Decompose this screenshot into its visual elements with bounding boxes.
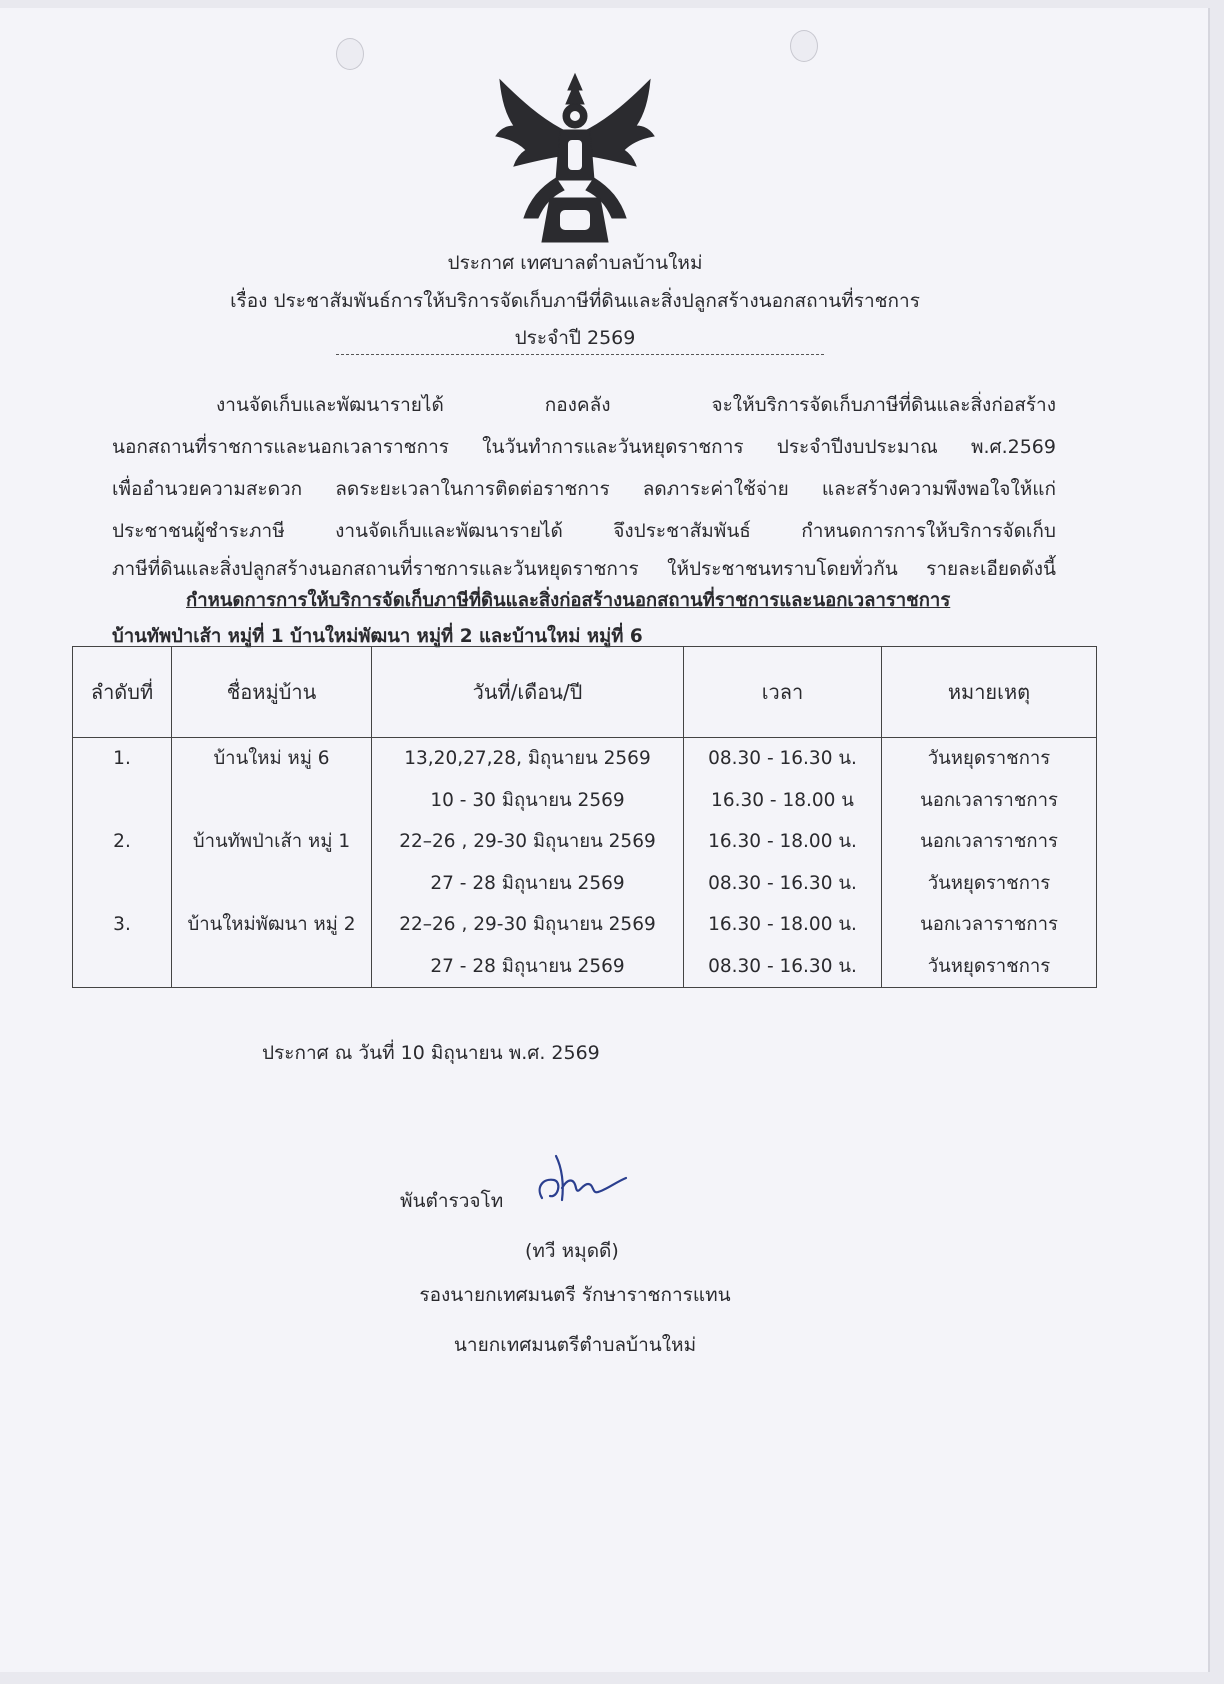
cell-note: วันหยุดราชการ bbox=[882, 738, 1097, 780]
signer-position: รองนายกเทศมนตรี รักษาราชการแทน bbox=[419, 1284, 731, 1306]
cell-village bbox=[172, 946, 372, 988]
column-header: ลำดับที่ bbox=[73, 647, 172, 738]
handwritten-signature bbox=[532, 1148, 632, 1218]
cell-note: นอกเวลาราชการ bbox=[882, 904, 1097, 946]
column-header: เวลา bbox=[684, 647, 882, 738]
cell-date: 27 - 28 มิถุนายน 2569 bbox=[372, 946, 684, 988]
signer-position: นายกเทศมนตรีตำบลบ้านใหม่ bbox=[453, 1334, 697, 1356]
announcement-year: ประจำปี 2569 bbox=[514, 327, 636, 349]
signer-rank: พันตำรวจโท bbox=[400, 1190, 504, 1212]
cell-village bbox=[172, 863, 372, 905]
punch-hole bbox=[336, 38, 364, 70]
body-line: งานจัดเก็บและพัฒนารายได้ กองคลัง จะให้บริการจัดเก็บภาษีที่ดินและสิ่งก่อสร้าง bbox=[216, 394, 1056, 416]
table-row bbox=[73, 904, 1097, 946]
cell-date: 13,20,27,28, มิถุนายน 2569 bbox=[372, 738, 684, 780]
body-line: ประชาชนผู้ชำระภาษี งานจัดเก็บและพัฒนารายได้ จึงประชาสัมพันธ์ กำหนดการการให้บริการจัดเก็บ bbox=[112, 520, 1056, 542]
cell-note: วันหยุดราชการ bbox=[882, 946, 1097, 988]
cell-note: วันหยุดราชการ bbox=[882, 863, 1097, 905]
cell-time: 16.30 - 18.00 น. bbox=[684, 821, 882, 863]
schedule-heading: กำหนดการการให้บริการจัดเก็บภาษีที่ดินและสิ่งก่อสร้างนอกสถานที่ราชการและนอกเวลาราชการ bbox=[186, 590, 951, 611]
cell-note: นอกเวลาราชการ bbox=[882, 780, 1097, 822]
table-row bbox=[73, 863, 1097, 905]
cell-time: 08.30 - 16.30 น. bbox=[684, 946, 882, 988]
cell-time: 16.30 - 18.00 น. bbox=[684, 904, 882, 946]
cell-note: นอกเวลาราชการ bbox=[882, 821, 1097, 863]
divider bbox=[336, 354, 824, 355]
column-header: วันที่/เดือน/ปี bbox=[372, 647, 684, 738]
announcement-subject: เรื่อง ประชาสัมพันธ์การให้บริการจัดเก็บภาษีที่ดินและสิ่งปลูกสร้างนอกสถานที่ราชการ bbox=[230, 290, 920, 312]
body-line: เพื่ออำนวยความสะดวก ลดระยะเวลาในการติดต่อราชการ ลดภาระค่าใช้จ่าย และสร้างความพึงพอใจให้แก่ bbox=[112, 478, 1056, 500]
table-row bbox=[73, 821, 1097, 863]
body-line: ภาษีที่ดินและสิ่งปลูกสร้างนอกสถานที่ราชการและวันหยุดราชการ ให้ประชาชนทราบโดยทั่วกัน รายละเอียดดังนี้ bbox=[112, 558, 1056, 580]
cell-village: บ้านทัพป่าเส้า หมู่ 1 bbox=[172, 821, 372, 863]
body-line: นอกสถานที่ราชการและนอกเวลาราชการ ในวันทำการและวันหยุดราชการ ประจำปีงบประมาณ พ.ศ.2569 bbox=[112, 436, 1056, 458]
cell-order: 3. bbox=[73, 904, 172, 946]
column-header: ชื่อหมู่บ้าน bbox=[172, 647, 372, 738]
cell-order bbox=[73, 946, 172, 988]
cell-village: บ้านใหม่พัฒนา หมู่ 2 bbox=[172, 904, 372, 946]
table-row bbox=[73, 780, 1097, 822]
garuda-emblem-icon bbox=[490, 70, 660, 248]
cell-date: 10 - 30 มิถุนายน 2569 bbox=[372, 780, 684, 822]
cell-village bbox=[172, 780, 372, 822]
cell-date: 27 - 28 มิถุนายน 2569 bbox=[372, 863, 684, 905]
punch-hole bbox=[790, 30, 818, 62]
cell-time: 08.30 - 16.30 น. bbox=[684, 863, 882, 905]
document-page bbox=[0, 8, 1208, 1672]
cell-time: 08.30 - 16.30 น. bbox=[684, 738, 882, 780]
signer-name: (ทวี หมุดดี) bbox=[525, 1240, 619, 1262]
announcement-date: ประกาศ ณ วันที่ 10 มิถุนายน พ.ศ. 2569 bbox=[262, 1042, 600, 1064]
cell-order bbox=[73, 780, 172, 822]
cell-order: 2. bbox=[73, 821, 172, 863]
table-header-row bbox=[73, 647, 1097, 738]
cell-time: 16.30 - 18.00 น bbox=[684, 780, 882, 822]
announcement-title: ประกาศ เทศบาลตำบลบ้านใหม่ bbox=[447, 252, 703, 274]
cell-date: 22–26 , 29-30 มิถุนายน 2569 bbox=[372, 821, 684, 863]
table-row bbox=[73, 738, 1097, 780]
cell-order: 1. bbox=[73, 738, 172, 780]
cell-village: บ้านใหม่ หมู่ 6 bbox=[172, 738, 372, 780]
column-header: หมายเหตุ bbox=[882, 647, 1097, 738]
cell-date: 22–26 , 29-30 มิถุนายน 2569 bbox=[372, 904, 684, 946]
schedule-table bbox=[72, 646, 1097, 988]
schedule-villages: บ้านทัพป่าเส้า หมู่ที่ 1 บ้านใหม่พัฒนา หมู่ที่ 2 และบ้านใหม่ หมู่ที่ 6 bbox=[112, 626, 643, 647]
cell-order bbox=[73, 863, 172, 905]
table-row bbox=[73, 946, 1097, 988]
